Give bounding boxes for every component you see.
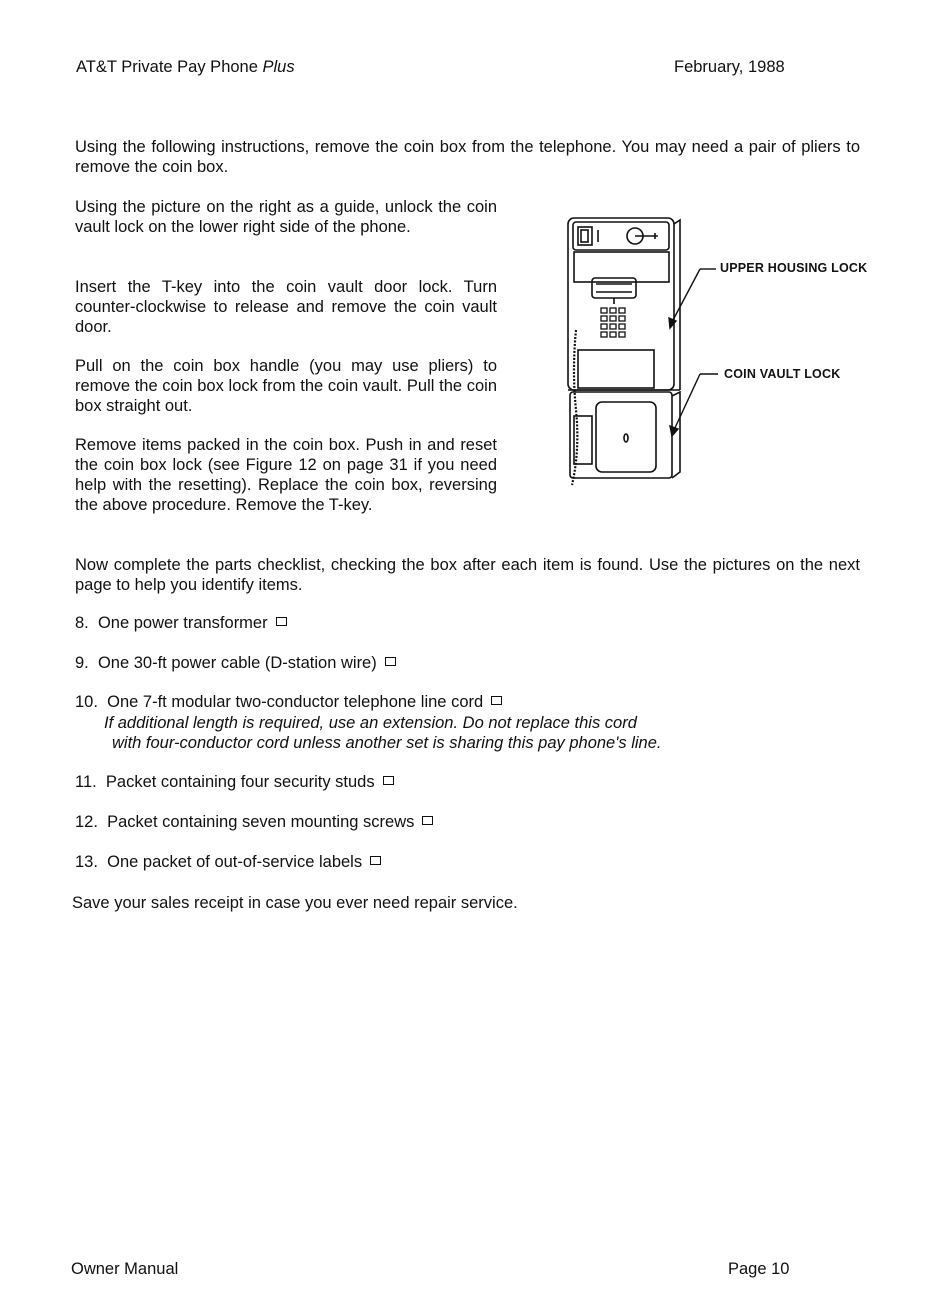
vault-lock-arrow	[670, 426, 678, 436]
item-text: One 7-ft modular two-conductor telephone line cord	[107, 693, 484, 711]
cord-note-line2: with four-conductor cord unless another set is sharing this pay phone's line.	[112, 734, 662, 752]
item-text: One packet of out-of-service labels	[107, 853, 363, 871]
step-unlock-vault: Using the picture on the right as a guide, unlock the coin vault lock on the lower right side of the phone.	[75, 198, 497, 236]
item-text: One 30-ft power cable (D-station wire)	[97, 654, 377, 672]
upper-lock-arrow	[669, 318, 676, 328]
checkbox[interactable]	[276, 617, 287, 626]
checkbox[interactable]	[385, 657, 396, 666]
item-text: Packet containing four security studs	[105, 773, 375, 791]
item-number: 12.	[75, 813, 103, 831]
payphone-illustration	[560, 210, 890, 500]
checklist-item	[75, 773, 394, 792]
step-insert-tkey: Insert the T-key into the coin vault door lock. Turn counter-clockwise to release and remove the coin vault door.	[75, 278, 497, 336]
header-title	[76, 58, 295, 77]
item-number: 9.	[75, 654, 94, 672]
step-pull-coin-box: Pull on the coin box handle (you may use pliers) to remove the coin box lock from the coin vault. Pull the coin box straight out.	[75, 357, 497, 415]
callout-coin-vault-lock: COIN VAULT LOCK	[724, 367, 841, 381]
item-text: Packet containing seven mounting screws	[107, 813, 415, 831]
checklist-intro: Now complete the parts checklist, checking the box after each item is found. Use the pictures on the next page to help you identify items.	[75, 556, 860, 594]
footer-manual-title: Owner Manual	[71, 1260, 179, 1278]
header-title-italic: Plus	[262, 58, 295, 76]
checklist-item	[75, 853, 381, 872]
item-text: One power transformer	[97, 614, 268, 632]
item-number: 11.	[75, 773, 102, 791]
header-date: February, 1988	[674, 58, 785, 76]
callout-upper-housing-lock: UPPER HOUSING LOCK	[720, 261, 868, 275]
checklist-item	[75, 813, 433, 832]
footer-page-number: Page 10	[728, 1260, 790, 1278]
item-number: 10.	[75, 693, 103, 711]
cord-note-line1: If additional length is required, use an extension. Do not replace this cord	[104, 714, 637, 732]
intro-paragraph: Using the following instructions, remove the coin box from the telephone. You may need a pair of pliers to remove the coin box.	[75, 138, 860, 176]
cord-note	[104, 713, 662, 753]
checklist-item	[75, 693, 502, 712]
checklist-item	[75, 614, 287, 633]
step-remove-items: Remove items packed in the coin box. Push in and reset the coin box lock (see Figure 12 on page 31 if you need help with the resetting). Replace the coin box, reversing the above procedure. Remove the T-key.	[75, 436, 497, 514]
checkbox[interactable]	[383, 776, 394, 785]
item-number: 8.	[75, 614, 94, 632]
handset-cradle	[592, 278, 636, 298]
closing-paragraph: Save your sales receipt in case you ever need repair service.	[72, 894, 518, 912]
checkbox[interactable]	[370, 856, 381, 865]
checkbox[interactable]	[491, 696, 502, 705]
checkbox[interactable]	[422, 816, 433, 825]
header-title-text: AT&T Private Pay Phone	[76, 58, 258, 76]
phone-upper-housing	[568, 218, 674, 390]
item-number: 13.	[75, 853, 103, 871]
keypad-icon	[601, 308, 625, 337]
checklist-item	[75, 654, 396, 673]
